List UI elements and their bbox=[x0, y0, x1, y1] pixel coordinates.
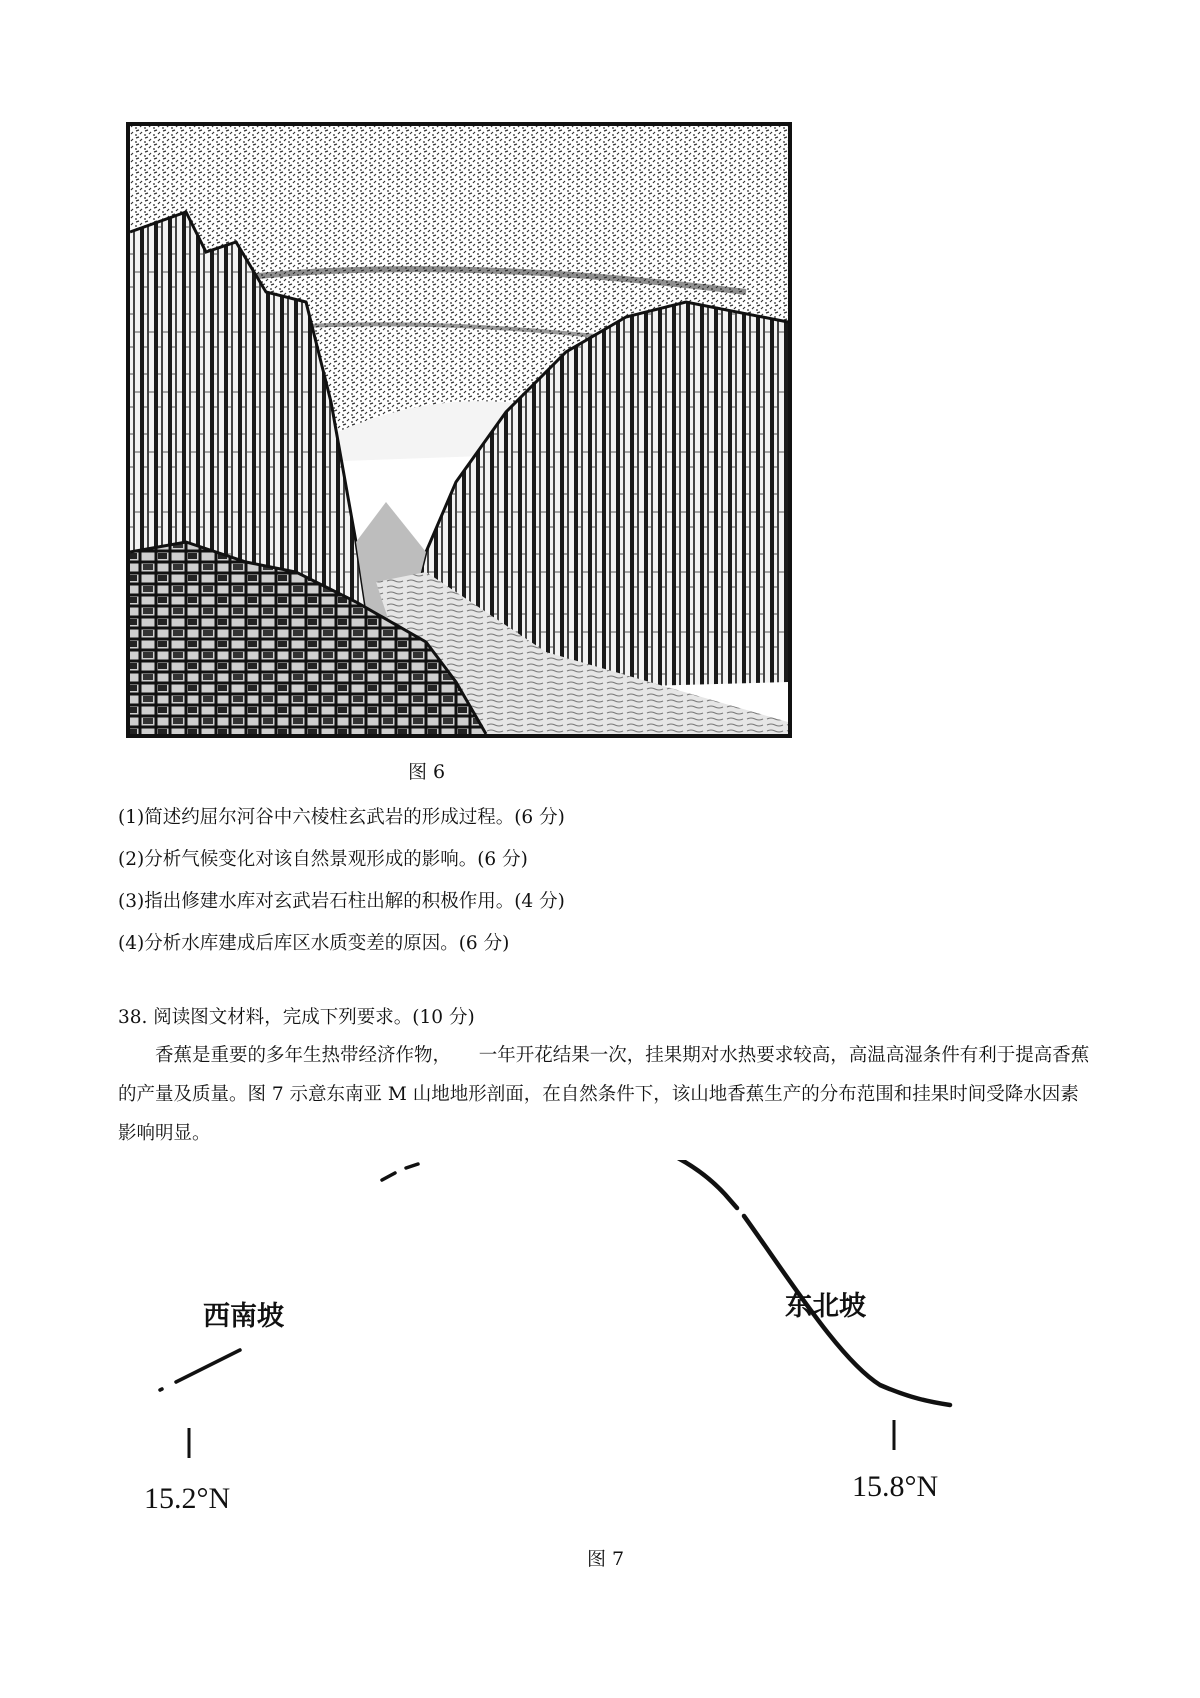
question-37-3: (3)指出修建水库对玄武岩石柱出解的积极作用。(4 分) bbox=[118, 891, 565, 912]
northeast-slope-label: 东北坡 bbox=[785, 1291, 866, 1322]
left-latitude-label: 15.2°N bbox=[144, 1482, 231, 1515]
right-latitude-label: 15.8°N bbox=[852, 1470, 939, 1503]
northeast-slope-line bbox=[595, 1160, 950, 1405]
question-37-1: (1)简述约屈尔河谷中六棱柱玄武岩的形成过程。(6 分) bbox=[118, 807, 565, 828]
figure-7-caption: 图 7 bbox=[587, 1548, 625, 1570]
southwest-slope-label: 西南坡 bbox=[203, 1301, 284, 1332]
terrain-profile-diagram bbox=[140, 1160, 980, 1520]
material-paragraph: 香蕉是重要的多年生热带经济作物， 一年开花结果一次，挂果期对水热要求较高，高温高湿条件有利于提高香蕉的产量及质量。图 7 示意东南亚 M 山地地形剖面，在自然条件下，该山地香蕉生产的分布范围和挂果时间受降水因素影响明显。 bbox=[118, 1045, 1090, 1144]
question-38-header: 38. 阅读图文材料，完成下列要求。(10 分) bbox=[118, 1007, 475, 1028]
question-37-2: (2)分析气候变化对该自然景观形成的影响。(6 分) bbox=[118, 849, 528, 870]
southwest-slope-line bbox=[160, 1160, 495, 1390]
figure-6-caption: 图 6 bbox=[408, 761, 446, 783]
question-38-material bbox=[118, 1036, 1093, 1153]
basalt-valley-illustration bbox=[126, 122, 792, 738]
question-37-4: (4)分析水库建成后库区水质变差的原因。(6 分) bbox=[118, 933, 510, 954]
